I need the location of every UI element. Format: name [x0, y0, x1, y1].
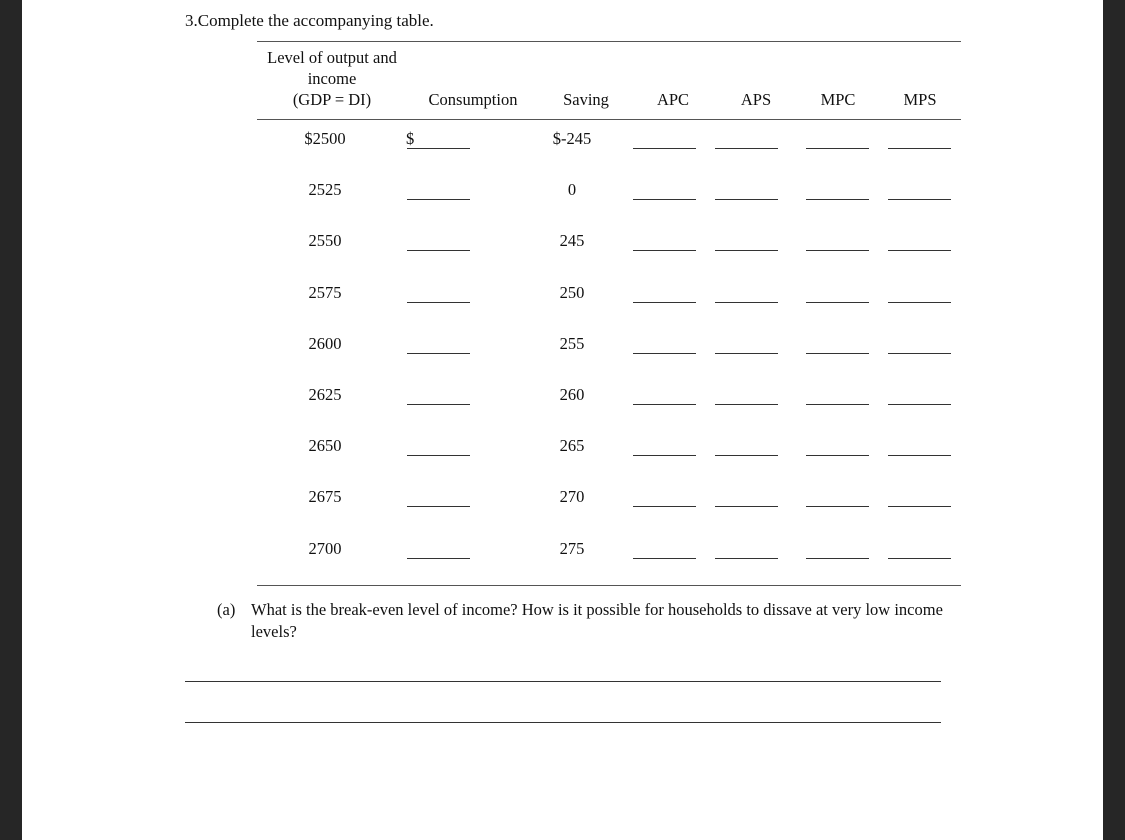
income-cell: $2500 — [304, 129, 346, 148]
aps-blank[interactable] — [715, 404, 778, 405]
table-top-rule — [257, 41, 961, 42]
table-bottom-rule — [257, 585, 961, 586]
income-cell: 2550 — [308, 231, 342, 250]
answer-line-1[interactable] — [185, 681, 941, 682]
aps-blank[interactable] — [715, 148, 778, 149]
apc-blank[interactable] — [633, 199, 696, 200]
question-a-text: What is the break-even level of income? How is it possible for households to dissave at very low income levels? — [251, 600, 943, 641]
header-saving: Saving — [563, 90, 609, 109]
mps-blank[interactable] — [888, 199, 951, 200]
income-cell: 2650 — [308, 436, 342, 455]
aps-blank[interactable] — [715, 455, 778, 456]
worksheet-page — [22, 0, 1103, 840]
mps-blank[interactable] — [888, 302, 951, 303]
mpc-blank[interactable] — [806, 404, 869, 405]
consumption-blank[interactable] — [407, 506, 470, 507]
mpc-blank[interactable] — [806, 506, 869, 507]
apc-blank[interactable] — [633, 558, 696, 559]
aps-blank[interactable] — [715, 302, 778, 303]
income-cell: 2600 — [308, 334, 342, 353]
aps-blank[interactable] — [715, 558, 778, 559]
consumption-blank[interactable] — [407, 302, 470, 303]
saving-cell: 275 — [559, 539, 585, 558]
mps-blank[interactable] — [888, 404, 951, 405]
header-consumption: Consumption — [428, 90, 518, 109]
mpc-blank[interactable] — [806, 148, 869, 149]
income-cell: 2700 — [308, 539, 342, 558]
apc-blank[interactable] — [633, 148, 696, 149]
saving-cell: 270 — [559, 487, 585, 506]
saving-cell: 250 — [559, 283, 585, 302]
mps-blank[interactable] — [888, 353, 951, 354]
mps-blank[interactable] — [888, 148, 951, 149]
apc-blank[interactable] — [633, 353, 696, 354]
mpc-blank[interactable] — [806, 250, 869, 251]
mps-blank[interactable] — [888, 558, 951, 559]
income-cell: 2625 — [308, 385, 342, 404]
answer-line-2[interactable] — [185, 722, 941, 723]
mpc-blank[interactable] — [806, 199, 869, 200]
consumption-blank[interactable] — [407, 558, 470, 559]
mps-blank[interactable] — [888, 250, 951, 251]
saving-cell: 260 — [559, 385, 585, 404]
mpc-blank[interactable] — [806, 558, 869, 559]
mpc-blank[interactable] — [806, 353, 869, 354]
income-cell: 2575 — [308, 283, 342, 302]
consumption-blank[interactable] — [407, 148, 470, 149]
apc-blank[interactable] — [633, 455, 696, 456]
saving-cell: 265 — [559, 436, 585, 455]
income-cell: 2525 — [308, 180, 342, 199]
aps-blank[interactable] — [715, 199, 778, 200]
apc-blank[interactable] — [633, 506, 696, 507]
aps-blank[interactable] — [715, 353, 778, 354]
consumption-blank[interactable] — [407, 250, 470, 251]
consumption-blank[interactable] — [407, 353, 470, 354]
apc-blank[interactable] — [633, 404, 696, 405]
instruction-text: 3.Complete the accompanying table. — [185, 11, 434, 30]
saving-cell: 0 — [567, 180, 577, 199]
consumption-blank[interactable] — [407, 455, 470, 456]
consumption-blank[interactable] — [407, 199, 470, 200]
header-mps: MPS — [903, 90, 937, 109]
question-a-label: (a) — [217, 600, 236, 619]
mps-blank[interactable] — [888, 506, 951, 507]
income-cell: 2675 — [308, 487, 342, 506]
aps-blank[interactable] — [715, 506, 778, 507]
header-level-line-1: Level of output and — [267, 48, 397, 67]
header-aps: APS — [740, 90, 772, 109]
header-apc: APC — [656, 90, 690, 109]
header-level-line-3: (GDP = DI) — [292, 90, 372, 109]
saving-cell: 255 — [559, 334, 585, 353]
consumption-blank[interactable] — [407, 404, 470, 405]
consumption-prefix: $ — [406, 129, 415, 148]
header-mpc: MPC — [820, 90, 856, 109]
aps-blank[interactable] — [715, 250, 778, 251]
mpc-blank[interactable] — [806, 455, 869, 456]
mpc-blank[interactable] — [806, 302, 869, 303]
table-header-rule — [257, 119, 961, 120]
saving-cell: $-245 — [552, 129, 592, 148]
mps-blank[interactable] — [888, 455, 951, 456]
saving-cell: 245 — [559, 231, 585, 250]
header-level-line-2: income — [307, 69, 357, 88]
apc-blank[interactable] — [633, 302, 696, 303]
header-level-of-output — [252, 47, 412, 110]
apc-blank[interactable] — [633, 250, 696, 251]
